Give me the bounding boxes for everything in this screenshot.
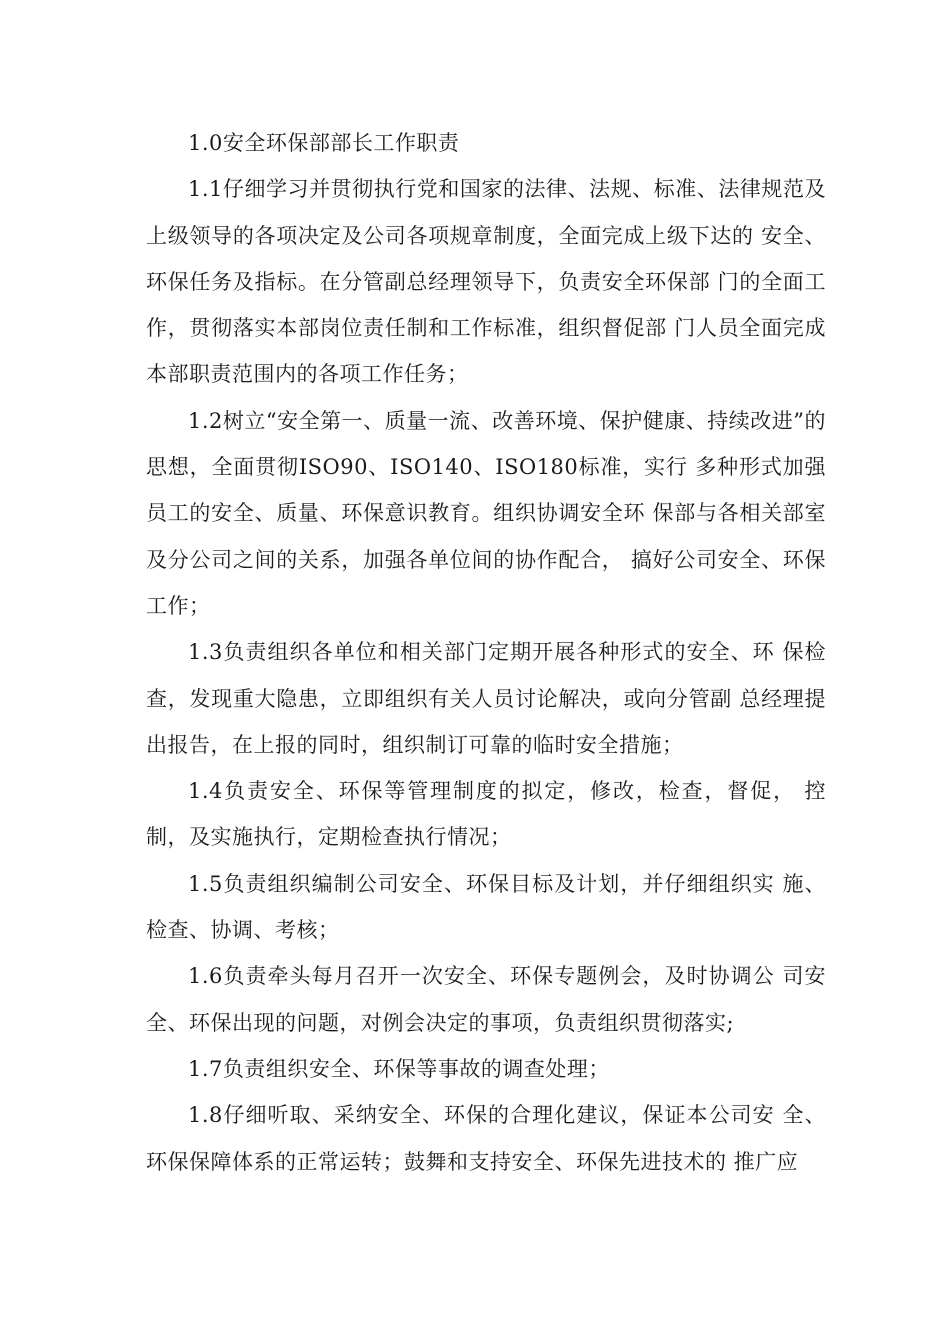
paragraph-1-7: 1.7负责组织安全、环保等事故的调查处理； (188, 1056, 610, 1081)
paragraph-1-4: 1.4负责安全、环保等管理制度的拟定，修改，检查，督促， 控制，及实施执行，定期检查执行情况； (146, 779, 826, 850)
document-body (146, 120, 826, 1185)
paragraph-1-8: 1.8仔细听取、采纳安全、环保的合理化建议，保证本公司安 全、环保保障体系的正常运转；鼓舞和支持安全、环保先进技术的 推广应 (146, 1103, 826, 1174)
paragraph-1-5: 1.5负责组织编制公司安全、环保目标及计划，并仔细组织实 施、检查、协调、考核； (146, 871, 826, 943)
paragraph-1-1: 1.1仔细学习并贯彻执行党和国家的法律、法规、标准、法律规范及上级领导的各项决定及公司各项规章制度，全面完成上级下达的 安全、环保任务及指标。在分管副总经理领导下，负责安全环保部 门的全面工作，贯彻落实本部岗位责任制和工作标准，组织督促部 门人员全面完成本部职责范围内的各项工作任务； (146, 177, 826, 387)
paragraph-1-3: 1.3负责组织各单位和相关部门定期开展各种形式的安全、环 保检查，发现重大隐患，立即组织有关人员讨论解决，或向分管副 总经理提出报告，在上报的同时，组织制订可靠的临时安全措施； (146, 640, 826, 757)
paragraph-1-2: 1.2树立“安全第一、质量一流、改善环境、保护健康、持续改进”的思想，全面贯彻ISO90、ISO140、ISO180标准，实行 多种形式加强员工的安全、质量、环保意识教育。组织协调安全环 保部与各相关部室及分公司之间的关系，加强各单位间的协作配合， 搞好公司安全、环保工作； (146, 408, 826, 618)
paragraph-1-6: 1.6负责牵头每月召开一次安全、环保专题例会，及时协调公 司安全、环保出现的问题，对例会决定的事项，负责组织贯彻落实; (146, 964, 826, 1035)
section-heading: 1.0安全环保部部长工作职责 (188, 131, 460, 155)
